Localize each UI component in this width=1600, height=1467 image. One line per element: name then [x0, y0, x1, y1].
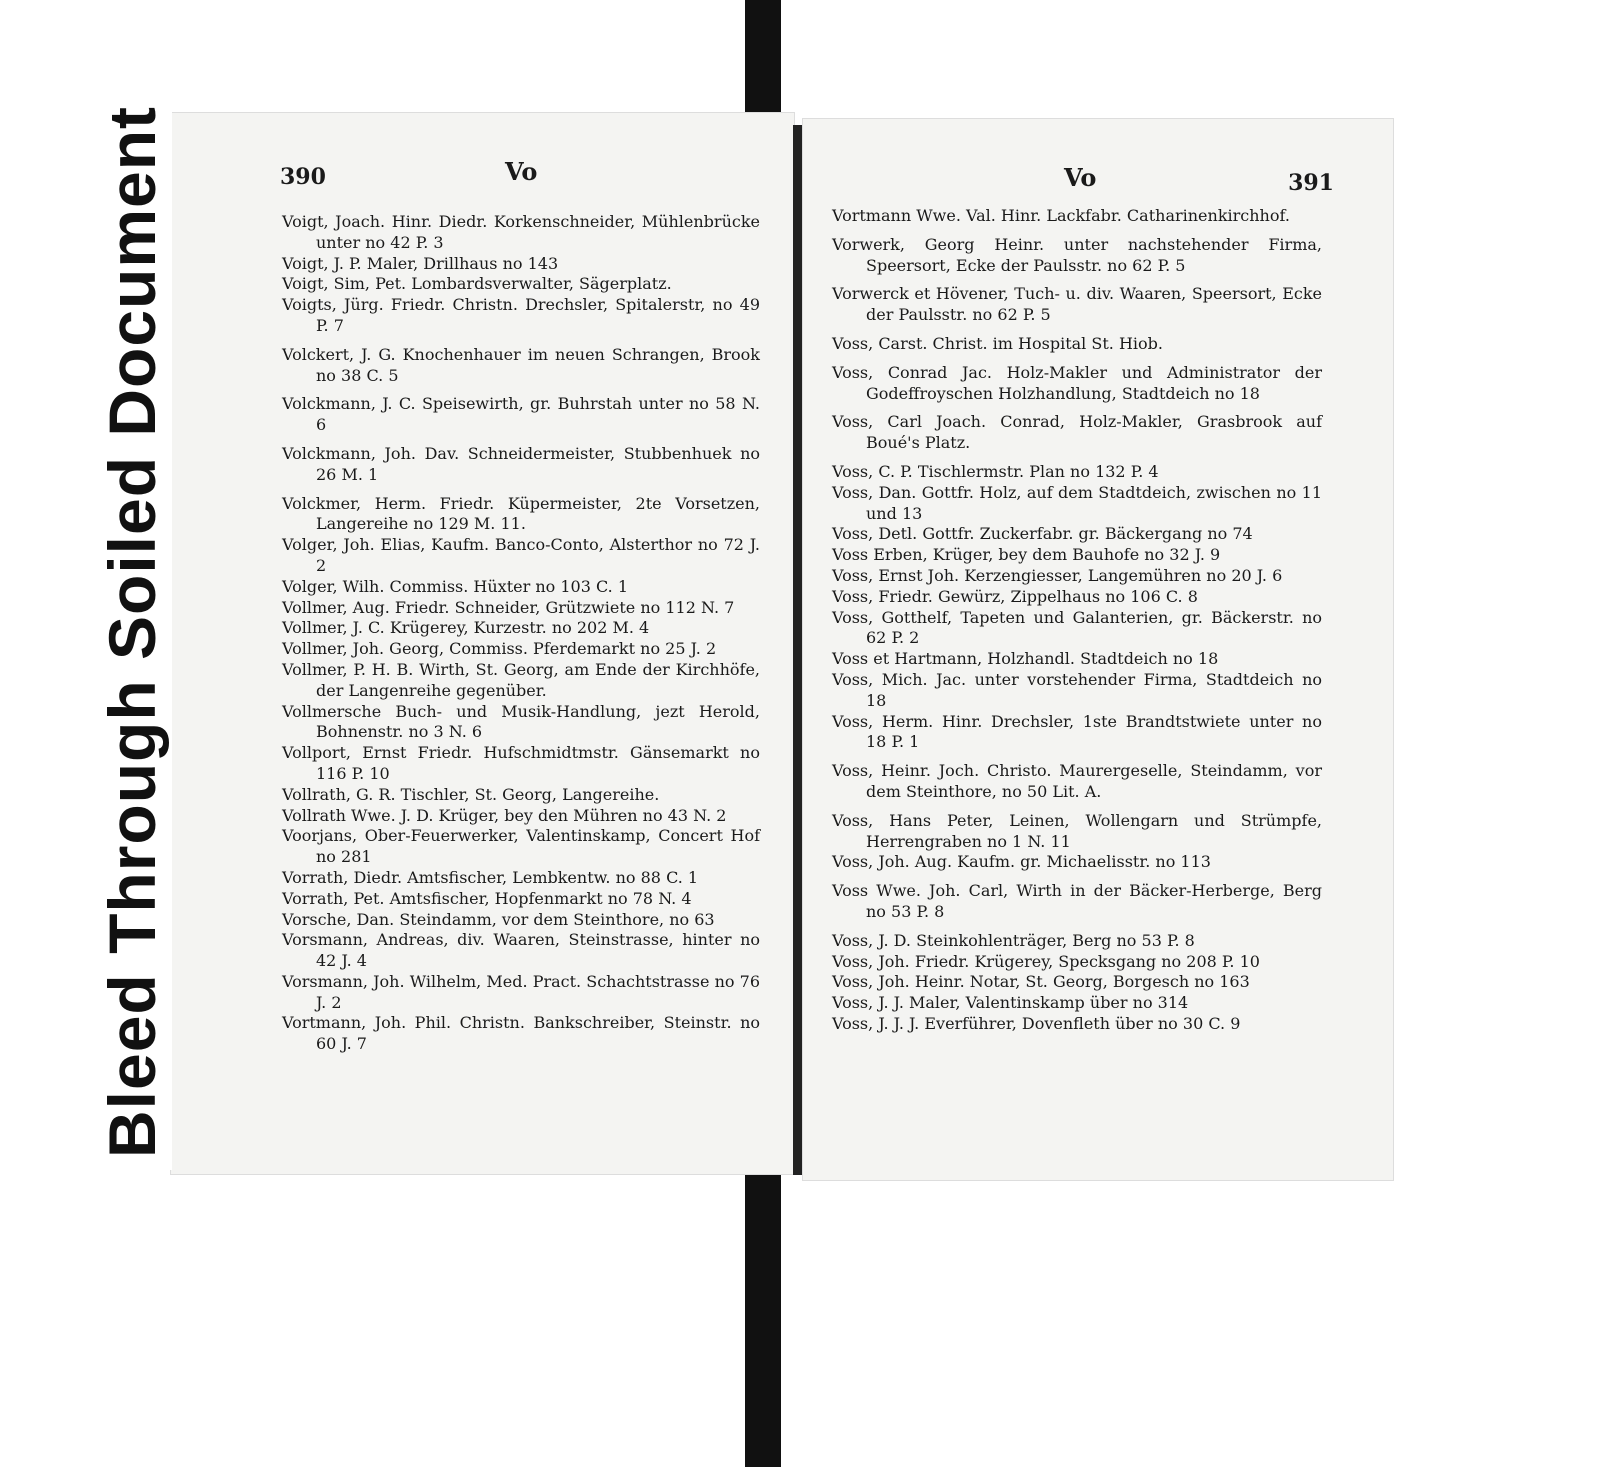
directory-entry: Voigts, Jürg. Friedr. Christn. Drechsler, Spitalerstr, no 49 P. 7 [282, 295, 760, 335]
directory-entry: Voigt, Sim, Pet. Lombardsverwalter, Sägerplatz. [282, 274, 672, 294]
directory-entry: Voss, Ernst Joh. Kerzengiesser, Langemühren no 20 J. 6 [832, 565, 1283, 585]
directory-entry: Volger, Joh. Elias, Kaufm. Banco-Conto, Alsterthor no 72 J. 2 [282, 535, 760, 575]
page-number-right: 391 [1288, 170, 1334, 196]
directory-entry: Voigt, J. P. Maler, Drillhaus no 143 [282, 253, 559, 273]
directory-entry: Vollrath Wwe. J. D. Krüger, bey den Mühren no 43 N. 2 [282, 805, 727, 825]
directory-entry: Voss, Carst. Christ. im Hospital St. Hiob. [832, 333, 1163, 353]
binding-strip-bottom [745, 1170, 781, 1467]
directory-entry: Voss Wwe. Joh. Carl, Wirth in der Bäcker-Herberge, Berg no 53 P. 8 [832, 881, 1322, 921]
directory-entry: Voss, J. D. Steinkohlenträger, Berg no 53 P. 8 [832, 930, 1195, 950]
directory-entry: Voss, J. J. Maler, Valentinskamp über no 314 [832, 993, 1189, 1013]
right-entries [832, 206, 1322, 1043]
directory-entry: Vortmann, Joh. Phil. Christn. Bankschreiber, Steinstr. no 60 J. 7 [282, 1013, 760, 1054]
directory-entry: Voss, Friedr. Gewürz, Zippelhaus no 106 C. 8 [832, 586, 1198, 606]
directory-entry: Voss, Mich. Jac. unter vorstehender Firma, Stadtdeich no 18 [832, 669, 1322, 710]
directory-entry: Vollmer, P. H. B. Wirth, St. Georg, am Ende der Kirchhöfe, der Langenreihe gegenüber. [282, 659, 760, 700]
directory-entry: Vorrath, Diedr. Amtsfischer, Lembkentw. no 88 C. 1 [282, 867, 699, 887]
directory-entry: Vorwerk, Georg Heinr. unter nachstehender Firma, Speersort, Ecke der Paulsstr. no 62 P. 5 [832, 234, 1322, 275]
directory-entry: Voss Erben, Krüger, bey dem Bauhofe no 32 J. 9 [832, 545, 1221, 565]
directory-entry: Volckmann, J. C. Speisewirth, gr. Buhrstah unter no 58 N. 6 [282, 394, 760, 435]
directory-entry: Vorsmann, Andreas, div. Waaren, Steinstrasse, hinter no 42 J. 4 [282, 930, 760, 971]
directory-entry: Voss, Gotthelf, Tapeten und Galanterien, gr. Bäckerstr. no 62 P. 2 [832, 607, 1322, 648]
directory-entry: Volckert, J. G. Knochenhauer im neuen Schrangen, Brook no 38 C. 5 [282, 344, 760, 385]
left-page [170, 112, 795, 1175]
page-number-left: 390 [280, 164, 326, 190]
directory-entry: Voss, C. P. Tischlermstr. Plan no 132 P. 4 [832, 461, 1159, 481]
running-head-right: Vo [1064, 163, 1097, 192]
directory-entry: Voss, Conrad Jac. Holz-Makler und Administrator der Godeffroyschen Holzhandlung, Stadtdeich no 18 [832, 362, 1322, 403]
directory-entry: Volger, Wilh. Commiss. Hüxter no 103 C. 1 [282, 576, 628, 596]
left-entries [282, 212, 760, 1055]
binding-strip-top [745, 0, 781, 130]
directory-entry: Vollrath, G. R. Tischler, St. Georg, Langereihe. [282, 784, 660, 804]
running-head-left: Vo [505, 157, 538, 186]
directory-entry: Voss, J. J. J. Everführer, Dovenfleth über no 30 C. 9 [832, 1013, 1241, 1033]
directory-entry: Voss, Joh. Friedr. Krügerey, Specksgang no 208 P. 10 [832, 951, 1260, 971]
right-page [802, 118, 1394, 1181]
directory-entry: Voss, Dan. Gottfr. Holz, auf dem Stadtdeich, zwischen no 11 und 13 [832, 482, 1322, 523]
directory-entry: Vorwerck et Hövener, Tuch- u. div. Waaren, Speersort, Ecke der Paulsstr. no 62 P. 5 [832, 284, 1322, 325]
directory-entry: Voigt, Joach. Hinr. Diedr. Korkenschneider, Mühlenbrücke unter no 42 P. 3 [282, 212, 760, 252]
directory-entry: Voss, Heinr. Joch. Christo. Maurergeselle, Steindamm, vor dem Steinthore, no 50 Lit. A. [832, 761, 1322, 801]
directory-entry: Voss, Joh. Heinr. Notar, St. Georg, Borgesch no 163 [832, 972, 1250, 992]
directory-entry: Vollmer, J. C. Krügerey, Kurzestr. no 202 M. 4 [282, 618, 650, 638]
directory-entry: Voss, Carl Joach. Conrad, Holz-Makler, Grasbrook auf Boué's Platz. [832, 412, 1322, 453]
directory-entry: Vollport, Ernst Friedr. Hufschmidtmstr. Gänsemarkt no 116 P. 10 [282, 743, 760, 783]
directory-entry: Vollmer, Joh. Georg, Commiss. Pferdemarkt no 25 J. 2 [282, 639, 717, 659]
directory-entry: Vollmersche Buch- und Musik-Handlung, jezt Herold, Bohnenstr. no 3 N. 6 [282, 701, 760, 742]
directory-entry: Vollmer, Aug. Friedr. Schneider, Grützwiete no 112 N. 7 [282, 597, 735, 617]
directory-entry: Volckmer, Herm. Friedr. Küpermeister, 2te Vorsetzen, Langereihe no 129 M. 11. [282, 493, 760, 534]
directory-entry: Voss, Herm. Hinr. Drechsler, 1ste Brandtstwiete unter no 18 P. 1 [832, 711, 1322, 752]
directory-entry: Vorsche, Dan. Steindamm, vor dem Steinthore, no 63 [282, 909, 715, 929]
directory-entry: Vortmann Wwe. Val. Hinr. Lackfabr. Catharinenkirchhof. [832, 206, 1290, 225]
directory-entry: Voss, Hans Peter, Leinen, Wollengarn und Strümpfe, Herrengraben no 1 N. 11 [832, 810, 1322, 851]
directory-entry: Voss et Hartmann, Holzhandl. Stadtdeich no 18 [832, 649, 1219, 669]
watermark-label: Bleed Through Soiled Document [92, 94, 172, 1170]
directory-entry: Vorrath, Pet. Amtsfischer, Hopfenmarkt no 78 N. 4 [282, 888, 692, 908]
directory-entry: Voss, Joh. Aug. Kaufm. gr. Michaelisstr. no 113 [832, 852, 1211, 872]
directory-entry: Voorjans, Ober-Feuerwerker, Valentinskamp, Concert Hof no 281 [282, 826, 760, 867]
directory-entry: Voss, Detl. Gottfr. Zuckerfabr. gr. Bäckergang no 74 [832, 524, 1253, 544]
directory-entry: Vorsmann, Joh. Wilhelm, Med. Pract. Schachtstrasse no 76 J. 2 [282, 971, 760, 1012]
directory-entry: Volckmann, Joh. Dav. Schneidermeister, Stubbenhuek no 26 M. 1 [282, 443, 760, 484]
